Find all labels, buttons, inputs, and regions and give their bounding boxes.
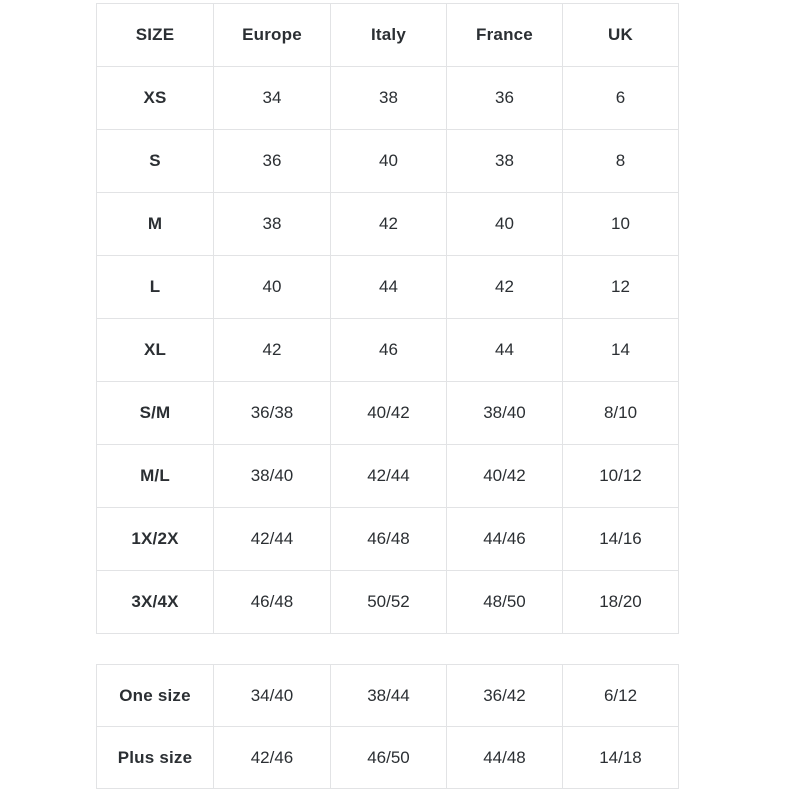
table-row [97,727,679,789]
table-row [97,571,679,634]
cell-europe: 42 [214,319,331,382]
row-label: 1X/2X [97,508,214,571]
cell-europe: 40 [214,256,331,319]
cell-italy: 38 [331,67,447,130]
row-label: S [97,130,214,193]
table-body [97,665,679,789]
cell-france: 40 [447,193,563,256]
cell-france: 44/48 [447,727,563,789]
table-row [97,665,679,727]
cell-italy: 44 [331,256,447,319]
cell-france: 38 [447,130,563,193]
row-label: 3X/4X [97,571,214,634]
cell-france: 42 [447,256,563,319]
cell-italy: 46/48 [331,508,447,571]
table-header [97,4,679,67]
cell-uk: 12 [563,256,679,319]
cell-uk: 6/12 [563,665,679,727]
size-chart-container [96,3,678,789]
cell-europe: 34/40 [214,665,331,727]
size-conversion-table [96,3,679,634]
row-label: M [97,193,214,256]
cell-france: 36 [447,67,563,130]
row-label: XL [97,319,214,382]
cell-uk: 18/20 [563,571,679,634]
row-label: L [97,256,214,319]
table-row [97,130,679,193]
row-label: S/M [97,382,214,445]
cell-france: 48/50 [447,571,563,634]
cell-uk: 14 [563,319,679,382]
cell-europe: 36 [214,130,331,193]
table-row [97,319,679,382]
table-row [97,256,679,319]
row-label: XS [97,67,214,130]
one-size-plus-size-table [96,664,679,789]
cell-france: 38/40 [447,382,563,445]
cell-france: 40/42 [447,445,563,508]
cell-europe: 34 [214,67,331,130]
table-row [97,67,679,130]
cell-france: 36/42 [447,665,563,727]
cell-italy: 40 [331,130,447,193]
cell-france: 44 [447,319,563,382]
table-body [97,67,679,634]
column-header-france: France [447,4,563,67]
cell-italy: 40/42 [331,382,447,445]
cell-europe: 42/46 [214,727,331,789]
cell-uk: 8 [563,130,679,193]
secondary-table-container [96,664,678,789]
column-header-uk: UK [563,4,679,67]
cell-europe: 46/48 [214,571,331,634]
table-row [97,382,679,445]
cell-italy: 42 [331,193,447,256]
cell-italy: 46/50 [331,727,447,789]
cell-france: 44/46 [447,508,563,571]
cell-uk: 8/10 [563,382,679,445]
table-row [97,445,679,508]
cell-uk: 14/18 [563,727,679,789]
cell-uk: 14/16 [563,508,679,571]
cell-europe: 36/38 [214,382,331,445]
cell-europe: 38/40 [214,445,331,508]
table-header-row [97,4,679,67]
cell-italy: 42/44 [331,445,447,508]
cell-uk: 10 [563,193,679,256]
row-label: Plus size [97,727,214,789]
cell-italy: 38/44 [331,665,447,727]
cell-europe: 38 [214,193,331,256]
row-label: M/L [97,445,214,508]
column-header-europe: Europe [214,4,331,67]
cell-uk: 6 [563,67,679,130]
column-header-italy: Italy [331,4,447,67]
cell-italy: 50/52 [331,571,447,634]
cell-europe: 42/44 [214,508,331,571]
cell-italy: 46 [331,319,447,382]
table-row [97,193,679,256]
cell-uk: 10/12 [563,445,679,508]
table-row [97,508,679,571]
row-label: One size [97,665,214,727]
column-header-size: SIZE [97,4,214,67]
